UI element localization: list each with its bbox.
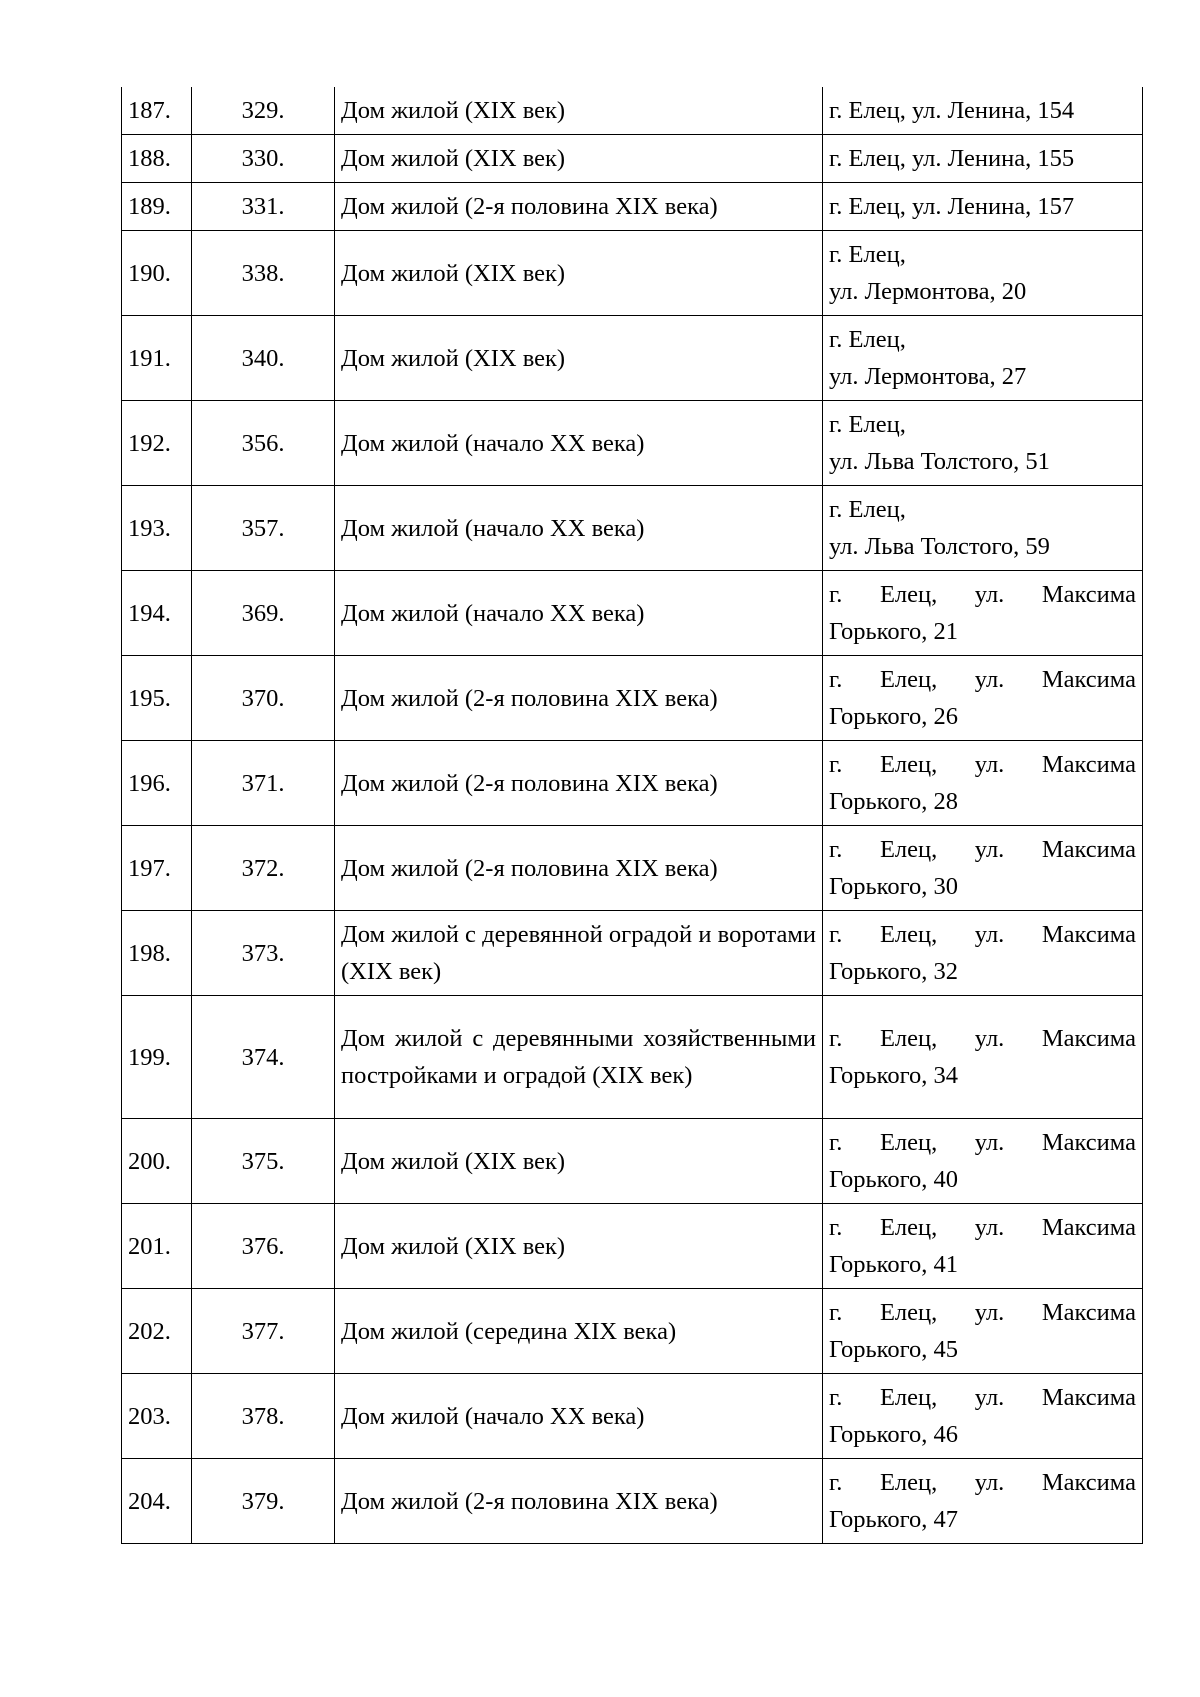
address-line: г. Елец, ул. Ленина, 155 bbox=[829, 145, 1075, 172]
address-line: г. Елец, ул. Ленина, 154 bbox=[829, 97, 1075, 124]
register-number: 330. bbox=[192, 135, 335, 183]
row-number: 188. bbox=[122, 135, 192, 183]
address-line-1: г. Елец, ул. Максима bbox=[829, 666, 1136, 693]
table-row bbox=[122, 1204, 1143, 1289]
address-line: г. Елец, ул. Ленина, 157 bbox=[829, 193, 1075, 220]
object-address bbox=[823, 1374, 1143, 1459]
object-name: Дом жилой (начало XX века) bbox=[335, 571, 823, 656]
address-line-2: ул. Лермонтова, 20 bbox=[829, 278, 1027, 305]
register-number: 379. bbox=[192, 1459, 335, 1544]
row-number: 196. bbox=[122, 741, 192, 826]
address-line-1: г. Елец, bbox=[829, 326, 906, 353]
object-address bbox=[823, 231, 1143, 316]
table-row bbox=[122, 1374, 1143, 1459]
register-number: 370. bbox=[192, 656, 335, 741]
register-number: 375. bbox=[192, 1119, 335, 1204]
address-line-1: г. Елец, bbox=[829, 241, 906, 268]
register-number: 340. bbox=[192, 316, 335, 401]
object-address bbox=[823, 741, 1143, 826]
address-line-2: ул. Лермонтова, 27 bbox=[829, 363, 1027, 390]
row-number: 190. bbox=[122, 231, 192, 316]
table-row bbox=[122, 996, 1143, 1119]
table-row bbox=[122, 486, 1143, 571]
object-address bbox=[823, 183, 1143, 231]
table-row bbox=[122, 316, 1143, 401]
row-number: 200. bbox=[122, 1119, 192, 1204]
row-number: 202. bbox=[122, 1289, 192, 1374]
row-number: 193. bbox=[122, 486, 192, 571]
object-address bbox=[823, 316, 1143, 401]
object-name: Дом жилой (XIX век) bbox=[335, 135, 823, 183]
table-row bbox=[122, 1119, 1143, 1204]
table-row bbox=[122, 911, 1143, 996]
object-name: Дом жилой (XIX век) bbox=[335, 1119, 823, 1204]
object-address bbox=[823, 1119, 1143, 1204]
register-number: 369. bbox=[192, 571, 335, 656]
address-line-2: Горького, 34 bbox=[829, 1062, 959, 1089]
table-row bbox=[122, 741, 1143, 826]
object-name: Дом жилой (начало XX века) bbox=[335, 1374, 823, 1459]
object-name: Дом жилой (XIX век) bbox=[335, 1204, 823, 1289]
address-line-2: Горького, 47 bbox=[829, 1506, 959, 1533]
register-number: 338. bbox=[192, 231, 335, 316]
register-number: 374. bbox=[192, 996, 335, 1119]
register-number: 373. bbox=[192, 911, 335, 996]
row-number: 195. bbox=[122, 656, 192, 741]
address-line-2: Горького, 46 bbox=[829, 1421, 959, 1448]
heritage-objects-table bbox=[121, 87, 1143, 1544]
object-address bbox=[823, 571, 1143, 656]
object-name: Дом жилой с деревянными хозяйственными постройками и оградой (XIX век) bbox=[335, 996, 823, 1119]
address-line-2: Горького, 30 bbox=[829, 873, 959, 900]
register-number: 377. bbox=[192, 1289, 335, 1374]
register-number: 371. bbox=[192, 741, 335, 826]
address-line-1: г. Елец, ул. Максима bbox=[829, 751, 1136, 778]
object-name: Дом жилой (2-я половина XIX века) bbox=[335, 183, 823, 231]
address-line-2: ул. Льва Толстого, 51 bbox=[829, 448, 1050, 475]
table-row bbox=[122, 1289, 1143, 1374]
row-number: 189. bbox=[122, 183, 192, 231]
row-number: 204. bbox=[122, 1459, 192, 1544]
object-address bbox=[823, 401, 1143, 486]
table-row bbox=[122, 656, 1143, 741]
register-number: 331. bbox=[192, 183, 335, 231]
object-name: Дом жилой (середина XIX века) bbox=[335, 1289, 823, 1374]
address-line-2: Горького, 45 bbox=[829, 1336, 959, 1363]
row-number: 192. bbox=[122, 401, 192, 486]
object-address bbox=[823, 87, 1143, 135]
object-address bbox=[823, 486, 1143, 571]
row-number: 197. bbox=[122, 826, 192, 911]
address-line-1: г. Елец, ул. Максима bbox=[829, 921, 1136, 948]
table-row bbox=[122, 571, 1143, 656]
object-address bbox=[823, 135, 1143, 183]
object-name: Дом жилой (2-я половина XIX века) bbox=[335, 826, 823, 911]
object-name: Дом жилой (XIX век) bbox=[335, 87, 823, 135]
row-number: 201. bbox=[122, 1204, 192, 1289]
table-row bbox=[122, 1459, 1143, 1544]
object-name: Дом жилой (2-я половина XIX века) bbox=[335, 741, 823, 826]
object-name: Дом жилой (2-я половина XIX века) bbox=[335, 1459, 823, 1544]
object-address bbox=[823, 656, 1143, 741]
row-number: 194. bbox=[122, 571, 192, 656]
object-name: Дом жилой (начало XX века) bbox=[335, 401, 823, 486]
address-line-2: Горького, 21 bbox=[829, 618, 959, 645]
row-number: 203. bbox=[122, 1374, 192, 1459]
register-number: 357. bbox=[192, 486, 335, 571]
address-line-2: Горького, 40 bbox=[829, 1166, 959, 1193]
register-number: 378. bbox=[192, 1374, 335, 1459]
address-line-1: г. Елец, bbox=[829, 411, 906, 438]
object-address bbox=[823, 1204, 1143, 1289]
address-line-1: г. Елец, ул. Максима bbox=[829, 1025, 1136, 1052]
address-line-2: Горького, 32 bbox=[829, 958, 959, 985]
object-address bbox=[823, 996, 1143, 1119]
register-number: 376. bbox=[192, 1204, 335, 1289]
row-number: 191. bbox=[122, 316, 192, 401]
object-name: Дом жилой (XIX век) bbox=[335, 316, 823, 401]
object-address bbox=[823, 911, 1143, 996]
register-number: 329. bbox=[192, 87, 335, 135]
address-line-1: г. Елец, ул. Максима bbox=[829, 581, 1136, 608]
address-line-2: Горького, 26 bbox=[829, 703, 959, 730]
object-address bbox=[823, 826, 1143, 911]
object-name: Дом жилой (начало XX века) bbox=[335, 486, 823, 571]
register-number: 372. bbox=[192, 826, 335, 911]
register-number: 356. bbox=[192, 401, 335, 486]
address-line-1: г. Елец, ул. Максима bbox=[829, 1469, 1136, 1496]
object-address bbox=[823, 1289, 1143, 1374]
address-line-2: Горького, 41 bbox=[829, 1251, 959, 1278]
table-row bbox=[122, 401, 1143, 486]
row-number: 199. bbox=[122, 996, 192, 1119]
object-name: Дом жилой с деревянной оградой и воротами (XIX век) bbox=[335, 911, 823, 996]
address-line-1: г. Елец, ул. Максима bbox=[829, 1299, 1136, 1326]
table-row bbox=[122, 826, 1143, 911]
table-row bbox=[122, 135, 1143, 183]
address-line-1: г. Елец, ул. Максима bbox=[829, 1384, 1136, 1411]
address-line-1: г. Елец, ул. Максима bbox=[829, 836, 1136, 863]
object-address bbox=[823, 1459, 1143, 1544]
table-row bbox=[122, 87, 1143, 135]
table-row bbox=[122, 231, 1143, 316]
address-line-2: Горького, 28 bbox=[829, 788, 959, 815]
address-line-1: г. Елец, ул. Максима bbox=[829, 1214, 1136, 1241]
row-number: 198. bbox=[122, 911, 192, 996]
address-line-1: г. Елец, ул. Максима bbox=[829, 1129, 1136, 1156]
row-number: 187. bbox=[122, 87, 192, 135]
address-line-1: г. Елец, bbox=[829, 496, 906, 523]
object-name: Дом жилой (2-я половина XIX века) bbox=[335, 656, 823, 741]
table-row bbox=[122, 183, 1143, 231]
object-name: Дом жилой (XIX век) bbox=[335, 231, 823, 316]
address-line-2: ул. Льва Толстого, 59 bbox=[829, 533, 1050, 560]
